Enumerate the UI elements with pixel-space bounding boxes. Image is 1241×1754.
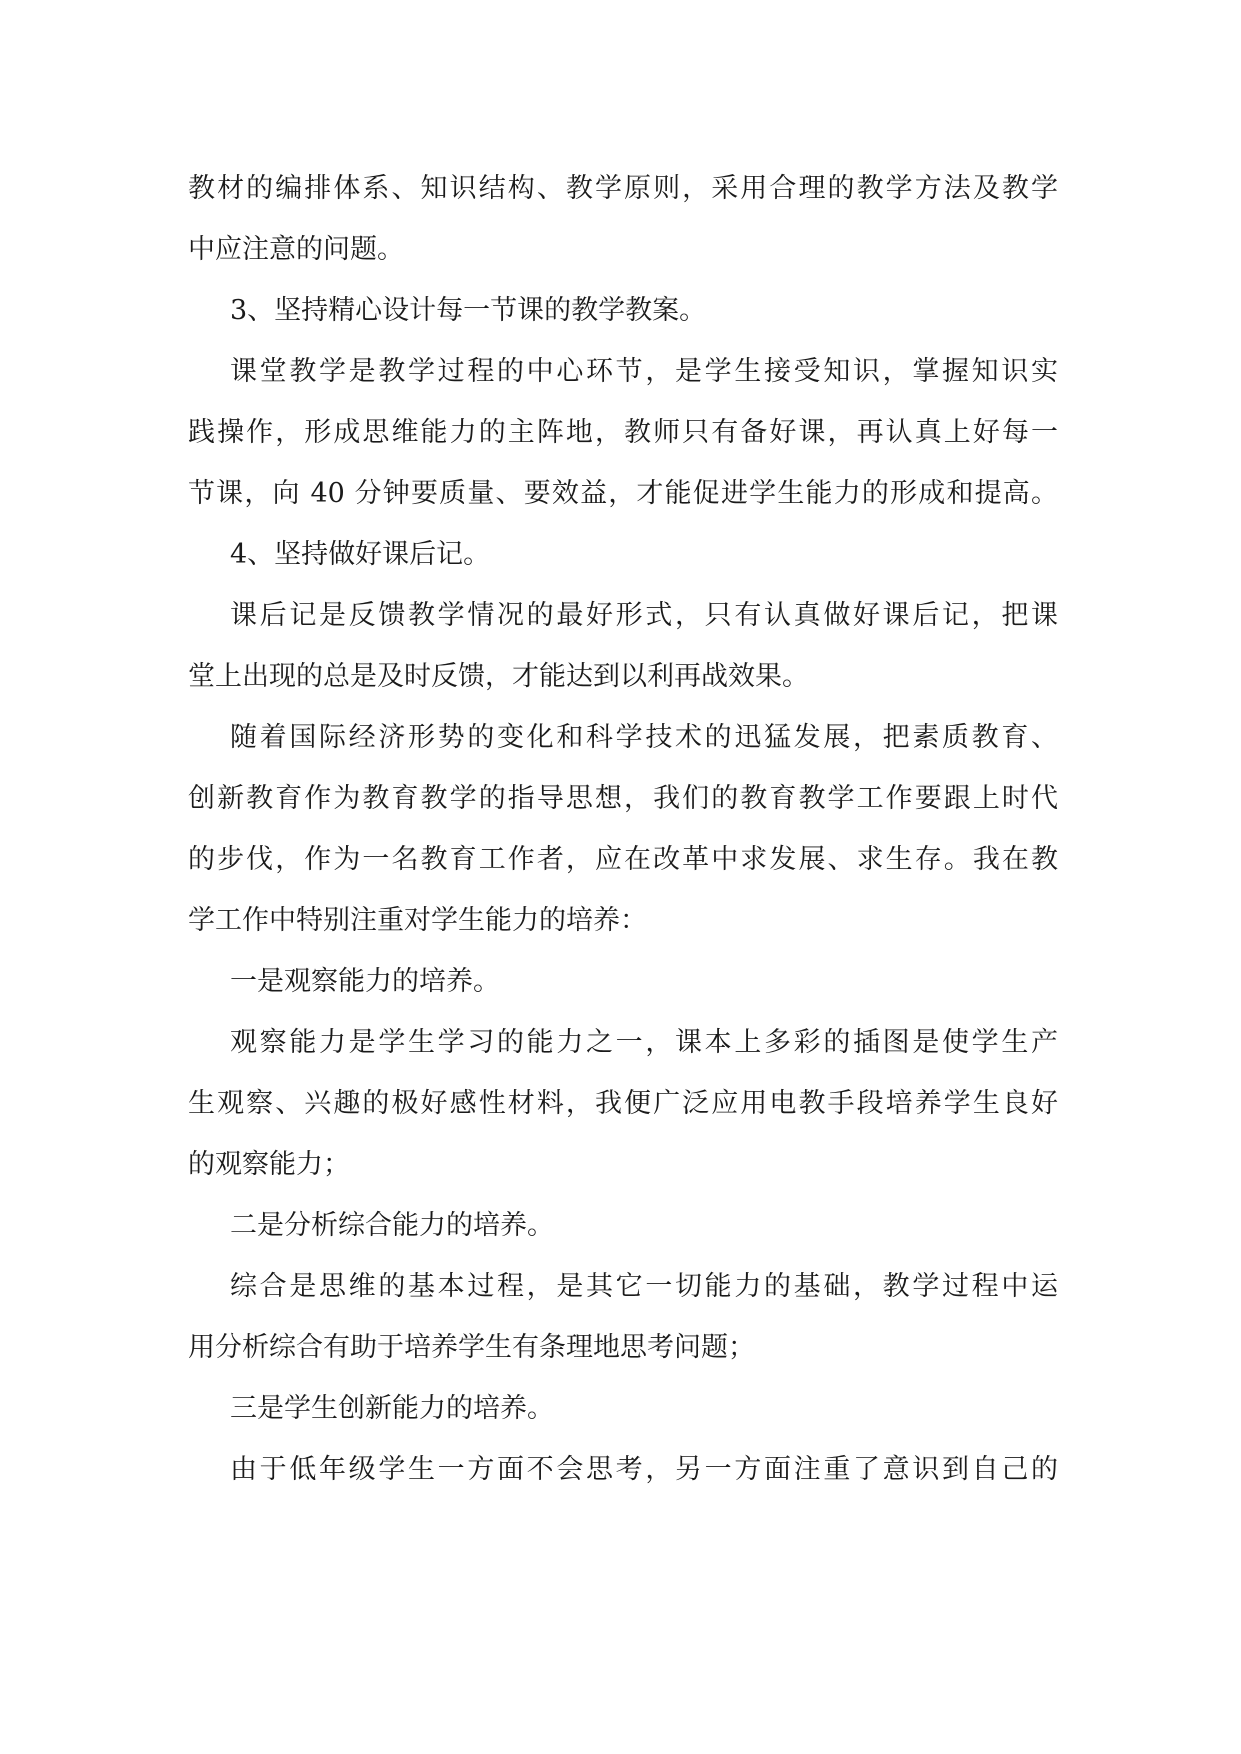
text-line: 的观察能力； [188,1149,350,1180]
text-line: 践操作，形成思维能力的主阵地，教师只有备好课，再认真上好每一 [188,417,1058,448]
text-line: 随着国际经济形势的变化和科学技术的迅猛发展，把素质教育、 [230,722,1058,753]
text-line: 一是观察能力的培养。 [230,966,500,997]
text-line: 4、坚持做好课后记。 [230,539,491,570]
text-line: 用分析综合有助于培养学生有条理地思考问题； [188,1332,755,1363]
text-line: 教材的编排体系、知识结构、教学原则，采用合理的教学方法及教学 [188,173,1058,204]
text-line: 的步伐，作为一名教育工作者，应在改革中求发展、求生存。我在教 [188,844,1058,875]
text-line: 堂上出现的总是及时反馈，才能达到以利再战效果。 [188,661,809,692]
text-line: 二是分析综合能力的培养。 [230,1210,554,1241]
text-line: 学工作中特别注重对学生能力的培养： [188,905,647,936]
text-line: 三是学生创新能力的培养。 [230,1393,554,1424]
text-line: 综合是思维的基本过程，是其它一切能力的基础，教学过程中运 [230,1271,1058,1302]
text-line: 观察能力是学生学习的能力之一，课本上多彩的插图是使学生产 [230,1027,1058,1058]
text-line: 生观察、兴趣的极好感性材料，我便广泛应用电教手段培养学生良好 [188,1088,1058,1119]
text-line: 3、坚持精心设计每一节课的教学教案。 [230,295,707,326]
text-line: 中应注意的问题。 [188,234,404,265]
text-line: 节课，向 40 分钟要质量、要效益，才能促进学生能力的形成和提高。 [188,478,1058,509]
text-line: 课后记是反馈教学情况的最好形式，只有认真做好课后记，把课 [230,600,1058,631]
text-line: 由于低年级学生一方面不会思考，另一方面注重了意识到自己的 [230,1454,1058,1485]
document-body [188,158,1058,1500]
text-line: 课堂教学是教学过程的中心环节，是学生接受知识，掌握知识实 [230,356,1058,387]
text-line: 创新教育作为教育教学的指导思想，我们的教育教学工作要跟上时代 [188,783,1058,814]
